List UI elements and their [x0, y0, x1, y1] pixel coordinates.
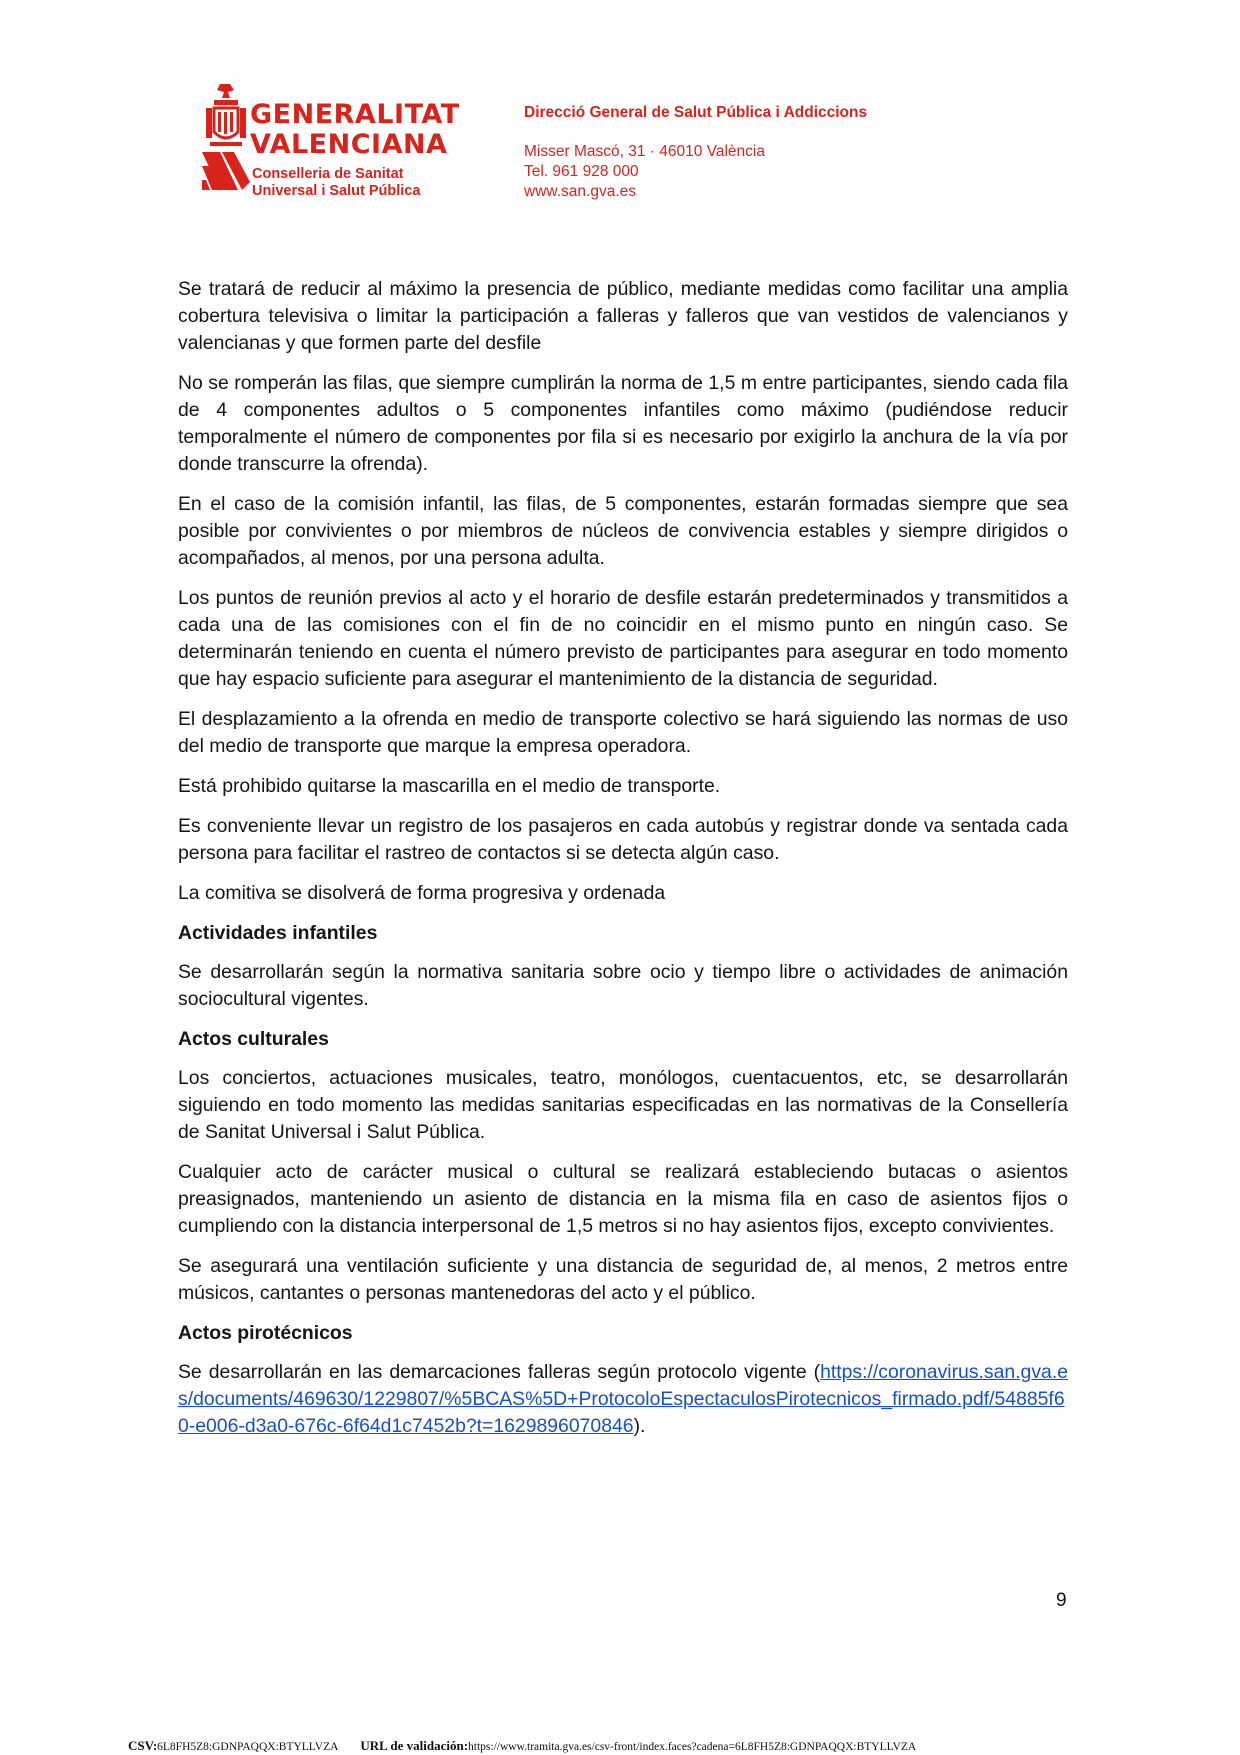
paragraph: En el caso de la comisión infantil, las filas, de 5 componentes, estarán formadas siempre que sea posible por convivientes o por miembros de núcleos de convivencia estables y siempre dirigidos o acompañados, al menos, por una persona adulta. [178, 493, 1068, 569]
logo-department [252, 166, 420, 200]
logo-line-1: GENERALITAT [250, 99, 460, 130]
paragraph: La comitiva se disolverá de forma progresiva y ordenada [178, 882, 666, 904]
paragraph: Está prohibido quitarse la mascarilla en el medio de transporte. [178, 775, 721, 797]
document-body [178, 276, 1068, 1453]
paragraph: Los puntos de reunión previos al acto y el horario de desfile estarán predeterminados y transmitidos a cada una de las comisiones con el fin de no coincidir en el mismo punto en ningún caso. Se determinarán teniendo en cuenta el número previsto de participantes para asegurar en todo momento que hay espacio suficiente para asegurar el mantenimiento de la distancia de seguridad. [178, 587, 1068, 690]
dept-line-2: Universal i Salut Pública [252, 183, 421, 199]
address: Misser Mascó, 31 · 46010 València [524, 143, 765, 160]
contact-block [524, 142, 765, 202]
phone: Tel. 961 928 000 [524, 163, 639, 180]
paragraph-suffix: ). [633, 1415, 646, 1437]
website: www.san.gva.es [524, 183, 636, 200]
coat-of-arms-icon [200, 82, 252, 192]
dept-line-1: Conselleria de Sanitat [252, 166, 404, 182]
csv-value: 6L8FH5Z8:GDNPAQQX:BTYLLVZA [157, 1741, 339, 1753]
paragraph: Cualquier acto de carácter musical o cultural se realizará estableciendo butacas o asientos preasignados, manteniendo un asiento de distancia en la misma fila en caso de asientos fijos o cumpliendo con la distancia interpersonal de 1,5 metros si no hay asientos fijos, excepto convivientes. [178, 1161, 1068, 1237]
directorate-title: Direcció General de Salut Pública i Addiccions [524, 104, 868, 121]
page-number: 9 [1056, 1590, 1067, 1611]
url-label: URL de validación: [360, 1738, 469, 1753]
paragraph-prefix: Se desarrollarán en las demarcaciones falleras según protocolo vigente ( [178, 1361, 821, 1383]
paragraph: Se tratará de reducir al máximo la presencia de público, mediante medidas como facilitar una amplia cobertura televisiva o limitar la participación a falleras y falleros que van vestidos de valencianos y valencianas y que formen parte del desfile [178, 278, 1068, 354]
protocol-link[interactable]: https://coronavirus.san.gva.es/documents/469630/1229807/%5BCAS%5D+ProtocoloEspectaculosPirotecnicos_firmado.pdf/54885f60-e006-d3a0-676c-6f64d1c7452b?t=1629896070846 [178, 1361, 1068, 1437]
generalitat-logo [200, 82, 460, 200]
paragraph-pirotecnicos [178, 1359, 1068, 1440]
paragraph: Se asegurará una ventilación suficiente y una distancia de seguridad de, al menos, 2 metros entre músicos, cantantes o personas mantenedoras del acto y el público. [178, 1255, 1068, 1304]
logo-line-2: VALENCIANA [250, 129, 448, 160]
section-heading-infantiles: Actividades infantiles [178, 922, 378, 944]
url-value: https://www.tramita.gva.es/csv-front/index.faces?cadena=6L8FH5Z8:GDNPAQQX:BTYLLVZA [468, 1741, 917, 1753]
section-heading-culturales: Actos culturales [178, 1028, 329, 1050]
paragraph: Se desarrollarán según la normativa sanitaria sobre ocio y tiempo libre o actividades de animación sociocultural vigentes. [178, 961, 1068, 1010]
csv-footer [128, 1738, 1128, 1754]
paragraph: Es conveniente llevar un registro de los pasajeros en cada autobús y registrar donde va sentada cada persona para facilitar el rastreo de contactos si se detecta algún caso. [178, 815, 1068, 864]
paragraph: Los conciertos, actuaciones musicales, teatro, monólogos, cuentacuentos, etc, se desarrollarán siguiendo en todo momento las medidas sanitarias especificadas en las normativas de la Consellería de Sanitat Universal i Salut Pública. [178, 1067, 1068, 1143]
logo-wordmark [250, 100, 460, 160]
section-heading-pirotecnicos: Actos pirotécnicos [178, 1322, 353, 1344]
paragraph: El desplazamiento a la ofrenda en medio de transporte colectivo se hará siguiendo las normas de uso del medio de transporte que marque la empresa operadora. [178, 708, 1068, 757]
paragraph: No se romperán las filas, que siempre cumplirán la norma de 1,5 m entre participantes, siendo cada fila de 4 componentes adultos o 5 componentes infantiles como máximo (pudiéndose reducir temporalmente el número de componentes por fila si es necesario por exigirlo la anchura de la vía por donde transcurre la ofrenda). [178, 372, 1068, 475]
csv-label: CSV: [128, 1738, 158, 1753]
